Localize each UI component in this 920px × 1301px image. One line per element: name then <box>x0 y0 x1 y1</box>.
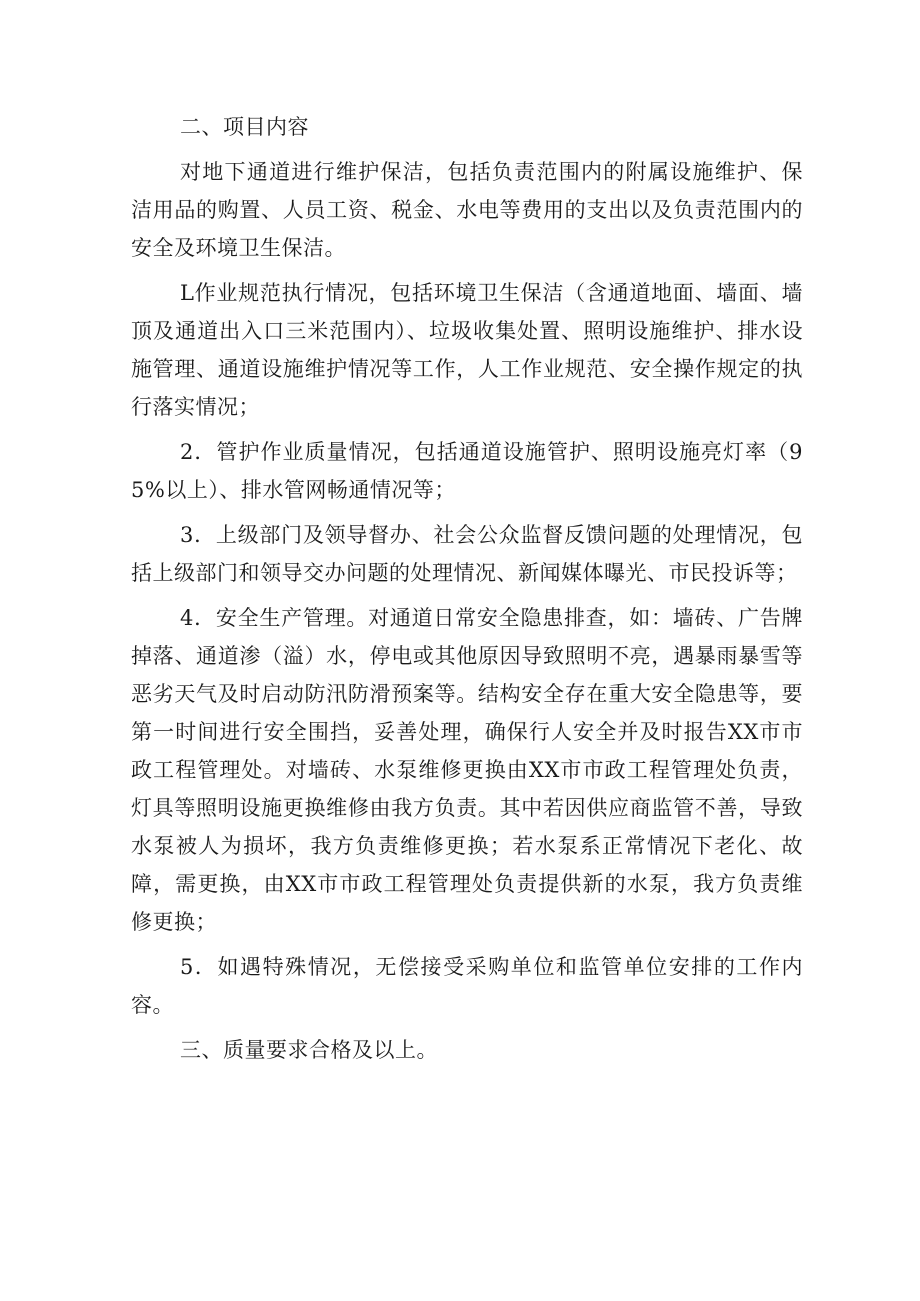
paragraph-scope: 对地下通道进行维护保洁，包括负责范围内的附属设施维护、保洁用品的购置、人员工资、税金、水电等费用的支出以及负责范围内的安全及环境卫生保洁。 <box>131 160 803 260</box>
section-heading-quality: 三、质量要求合格及以上。 <box>180 1038 438 1062</box>
section-heading-project-content: 二、项目内容 <box>180 115 309 139</box>
paragraph-item-3: 3．上级部门及领导督办、社会公众监督反馈问题的处理情况，包括上级部门和领导交办问题的处理情况、新闻媒体曝光、市民投诉等； <box>131 523 803 585</box>
document-body <box>131 108 803 1069</box>
paragraph-item-4: 4．安全生产管理。对通道日常安全隐患排查，如：墙砖、广告牌掉落、通道渗（溢）水，停电或其他原因导致照明不亮，遇暴雨暴雪等恶劣天气及时启动防汛防滑预案等。结构安全存在重大安全隐患等，要第一时间进行安全围挡，妥善处理，确保行人安全并及时报告XX市市政工程管理处。对墙砖、水泵维修更换由XX市市政工程管理处负责，灯具等照明设施更换维修由我方负责。其中若因供应商监管不善，导致水泵被人为损坏，我方负责维修更换；若水泵系正常情况下老化、故障，需更换，由XX市市政工程管理处负责提供新的水泵，我方负责维修更换； <box>131 606 803 934</box>
paragraph-item-1: L作业规范执行情况，包括环境卫生保洁（含通道地面、墙面、墙顶及通道出入口三米范围内）、垃圾收集处置、照明设施维护、排水设施管理、通道设施维护情况等工作，人工作业规范、安全操作规定的执行落实情况； <box>131 281 803 419</box>
paragraph-item-5: 5．如遇特殊情况，无偿接受采购单位和监管单位安排的工作内容。 <box>131 955 803 1017</box>
paragraph-item-2: 2．管护作业质量情况，包括通道设施管护、照明设施亮灯率（95%以上）、排水管网畅通情况等； <box>131 440 803 502</box>
